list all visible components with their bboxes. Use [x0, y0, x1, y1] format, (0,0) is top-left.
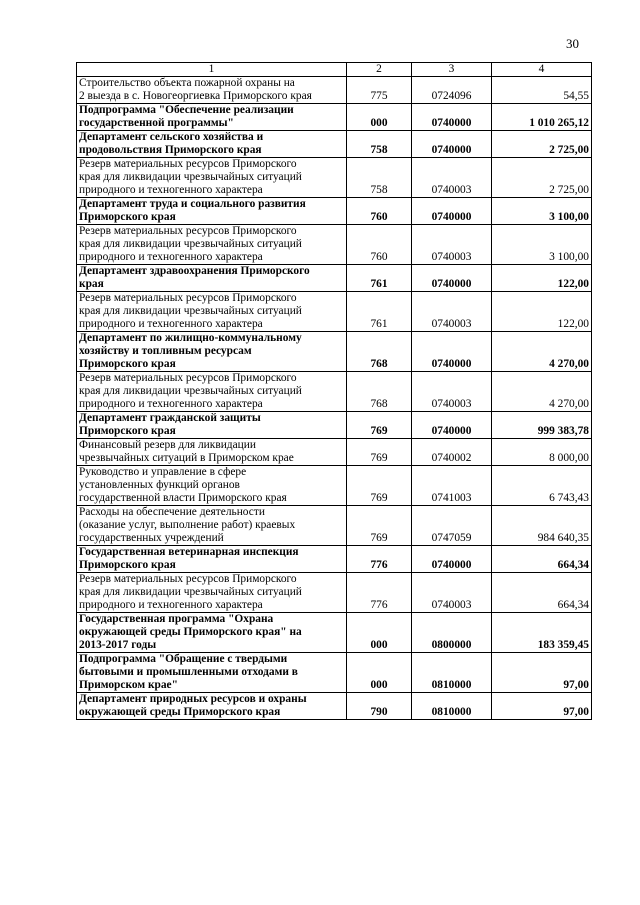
table-row [77, 613, 592, 653]
row-name-line: Расходы на обеспечение деятельности [79, 506, 265, 518]
row-name-line: Резерв материальных ресурсов Приморского [79, 292, 297, 304]
table-row [77, 292, 592, 332]
row-name-line: окружающей среды Приморского края [79, 706, 281, 718]
row-name-line: Резерв материальных ресурсов Приморского [79, 573, 297, 585]
row-name-line: государственной программы" [79, 117, 234, 129]
row-name-line: установленных функций органов [79, 479, 240, 491]
target-article-cell: 0740003 [412, 292, 492, 332]
target-article-cell: 0740003 [412, 573, 492, 613]
row-name-line: Государственная ветеринарная инспекция [79, 546, 299, 558]
target-article-cell: 0740003 [412, 225, 492, 265]
amount-cell: 97,00 [492, 653, 592, 693]
target-article-cell: 0810000 [412, 693, 492, 720]
row-name-cell [77, 265, 347, 292]
amount-cell: 54,55 [492, 77, 592, 104]
department-code-cell: 000 [347, 653, 412, 693]
amount-cell: 664,34 [492, 573, 592, 613]
department-code-cell: 768 [347, 332, 412, 372]
target-article-cell: 0800000 [412, 613, 492, 653]
row-name-cell [77, 653, 347, 693]
amount-cell: 4 270,00 [492, 332, 592, 372]
table-row [77, 332, 592, 372]
row-name-line: Департамент гражданской защиты [79, 412, 261, 424]
row-name-line: Приморском крае" [79, 679, 178, 691]
department-code-cell: 776 [347, 546, 412, 573]
row-name-cell [77, 104, 347, 131]
department-code-cell: 776 [347, 573, 412, 613]
amount-cell: 999 383,78 [492, 412, 592, 439]
row-name-line: Резерв материальных ресурсов Приморского [79, 225, 297, 237]
amount-cell: 3 100,00 [492, 198, 592, 225]
amount-cell: 122,00 [492, 265, 592, 292]
department-code-cell: 760 [347, 198, 412, 225]
row-name-line: Департамент природных ресурсов и охраны [79, 693, 307, 705]
table-row [77, 158, 592, 198]
row-name-line: Приморского края [79, 425, 176, 437]
row-name-cell [77, 506, 347, 546]
row-name-line: Резерв материальных ресурсов Приморского [79, 372, 297, 384]
table-row [77, 573, 592, 613]
amount-cell: 984 640,35 [492, 506, 592, 546]
target-article-cell: 0810000 [412, 653, 492, 693]
row-name-line: края [79, 278, 104, 290]
row-name-cell [77, 225, 347, 265]
row-name-line: края для ликвидации чрезвычайных ситуаций [79, 586, 302, 598]
row-name-line: 2 выезда в с. Новогеоргиевка Приморского края [79, 90, 312, 102]
row-name-line: края для ликвидации чрезвычайных ситуаций [79, 385, 302, 397]
table-header-row [77, 63, 592, 77]
row-name-line: (оказание услуг, выполнение работ) краевых [79, 519, 296, 531]
row-name-line: Департамент по жилищно-коммунальному [79, 332, 302, 344]
amount-cell: 97,00 [492, 693, 592, 720]
amount-cell: 3 100,00 [492, 225, 592, 265]
row-name-line: природного и техногенного характера [79, 251, 263, 263]
row-name-cell [77, 292, 347, 332]
row-name-line: Приморского края [79, 358, 176, 370]
table-row [77, 131, 592, 158]
amount-cell: 664,34 [492, 546, 592, 573]
budget-table [76, 62, 592, 720]
target-article-cell: 0740000 [412, 104, 492, 131]
row-name-line: природного и техногенного характера [79, 318, 263, 330]
department-code-cell: 761 [347, 265, 412, 292]
target-article-cell: 0740000 [412, 198, 492, 225]
row-name-line: Руководство и управление в сфере [79, 466, 247, 478]
column-header: 4 [492, 63, 592, 77]
row-name-line: края для ликвидации чрезвычайных ситуаций [79, 238, 302, 250]
row-name-cell [77, 412, 347, 439]
amount-cell: 4 270,00 [492, 372, 592, 412]
row-name-line: государственной власти Приморского края [79, 492, 287, 504]
row-name-line: края для ликвидации чрезвычайных ситуаций [79, 171, 302, 183]
table-row [77, 506, 592, 546]
target-article-cell: 0740003 [412, 372, 492, 412]
department-code-cell: 758 [347, 131, 412, 158]
department-code-cell: 760 [347, 225, 412, 265]
row-name-line: природного и техногенного характера [79, 599, 263, 611]
table-row [77, 104, 592, 131]
row-name-line: Департамент труда и социального развития [79, 198, 306, 210]
column-header: 3 [412, 63, 492, 77]
row-name-cell [77, 332, 347, 372]
target-article-cell: 0740000 [412, 265, 492, 292]
amount-cell: 1 010 265,12 [492, 104, 592, 131]
table-row [77, 412, 592, 439]
row-name-line: чрезвычайных ситуаций в Приморском крае [79, 452, 294, 464]
amount-cell: 8 000,00 [492, 439, 592, 466]
amount-cell: 183 359,45 [492, 613, 592, 653]
table-row [77, 372, 592, 412]
row-name-line: Подпрограмма "Обеспечение реализации [79, 104, 294, 116]
table-row [77, 653, 592, 693]
department-code-cell: 769 [347, 412, 412, 439]
row-name-line: Резерв материальных ресурсов Приморского [79, 158, 297, 170]
table-body [77, 77, 592, 720]
row-name-cell [77, 439, 347, 466]
department-code-cell: 768 [347, 372, 412, 412]
amount-cell: 6 743,43 [492, 466, 592, 506]
row-name-line: природного и техногенного характера [79, 184, 263, 196]
row-name-line: окружающей среды Приморского края" на [79, 626, 302, 638]
table-row [77, 225, 592, 265]
row-name-line: Государственная программа "Охрана [79, 613, 274, 625]
row-name-line: продовольствия Приморского края [79, 144, 262, 156]
target-article-cell: 0740002 [412, 439, 492, 466]
department-code-cell: 000 [347, 613, 412, 653]
row-name-line: Финансовый резерв для ликвидации [79, 439, 256, 451]
department-code-cell: 761 [347, 292, 412, 332]
target-article-cell: 0741003 [412, 466, 492, 506]
row-name-line: Департамент сельского хозяйства и [79, 131, 264, 143]
row-name-line: Приморского края [79, 211, 176, 223]
row-name-line: природного и техногенного характера [79, 398, 263, 410]
row-name-cell [77, 546, 347, 573]
table-row [77, 198, 592, 225]
row-name-cell [77, 573, 347, 613]
table-row [77, 466, 592, 506]
amount-cell: 2 725,00 [492, 158, 592, 198]
row-name-line: хозяйству и топливным ресурсам [79, 345, 252, 357]
target-article-cell: 0740000 [412, 412, 492, 439]
table-row [77, 693, 592, 720]
target-article-cell: 0747059 [412, 506, 492, 546]
row-name-line: Департамент здравоохранения Приморского [79, 265, 310, 277]
row-name-cell [77, 372, 347, 412]
row-name-line: государственных учреждений [79, 532, 224, 544]
department-code-cell: 790 [347, 693, 412, 720]
row-name-cell [77, 131, 347, 158]
row-name-cell [77, 466, 347, 506]
department-code-cell: 758 [347, 158, 412, 198]
row-name-cell [77, 158, 347, 198]
row-name-line: бытовыми и промышленными отходами в [79, 666, 298, 678]
row-name-cell [77, 198, 347, 225]
target-article-cell: 0740003 [412, 158, 492, 198]
department-code-cell: 775 [347, 77, 412, 104]
table-row [77, 546, 592, 573]
table-row [77, 265, 592, 292]
target-article-cell: 0724096 [412, 77, 492, 104]
department-code-cell: 000 [347, 104, 412, 131]
table-row [77, 77, 592, 104]
department-code-cell: 769 [347, 506, 412, 546]
target-article-cell: 0740000 [412, 546, 492, 573]
row-name-cell [77, 613, 347, 653]
row-name-line: Строительство объекта пожарной охраны на [79, 77, 295, 89]
amount-cell: 2 725,00 [492, 131, 592, 158]
table-row [77, 439, 592, 466]
row-name-line: 2013-2017 годы [79, 639, 157, 651]
target-article-cell: 0740000 [412, 131, 492, 158]
amount-cell: 122,00 [492, 292, 592, 332]
department-code-cell: 769 [347, 439, 412, 466]
row-name-cell [77, 693, 347, 720]
row-name-line: Приморского края [79, 559, 176, 571]
row-name-cell [77, 77, 347, 104]
page-number: 30 [566, 36, 579, 51]
column-header: 2 [347, 63, 412, 77]
target-article-cell: 0740000 [412, 332, 492, 372]
column-header: 1 [77, 63, 347, 77]
row-name-line: края для ликвидации чрезвычайных ситуаций [79, 305, 302, 317]
department-code-cell: 769 [347, 466, 412, 506]
row-name-line: Подпрограмма "Обращение с твердыми [79, 653, 288, 665]
